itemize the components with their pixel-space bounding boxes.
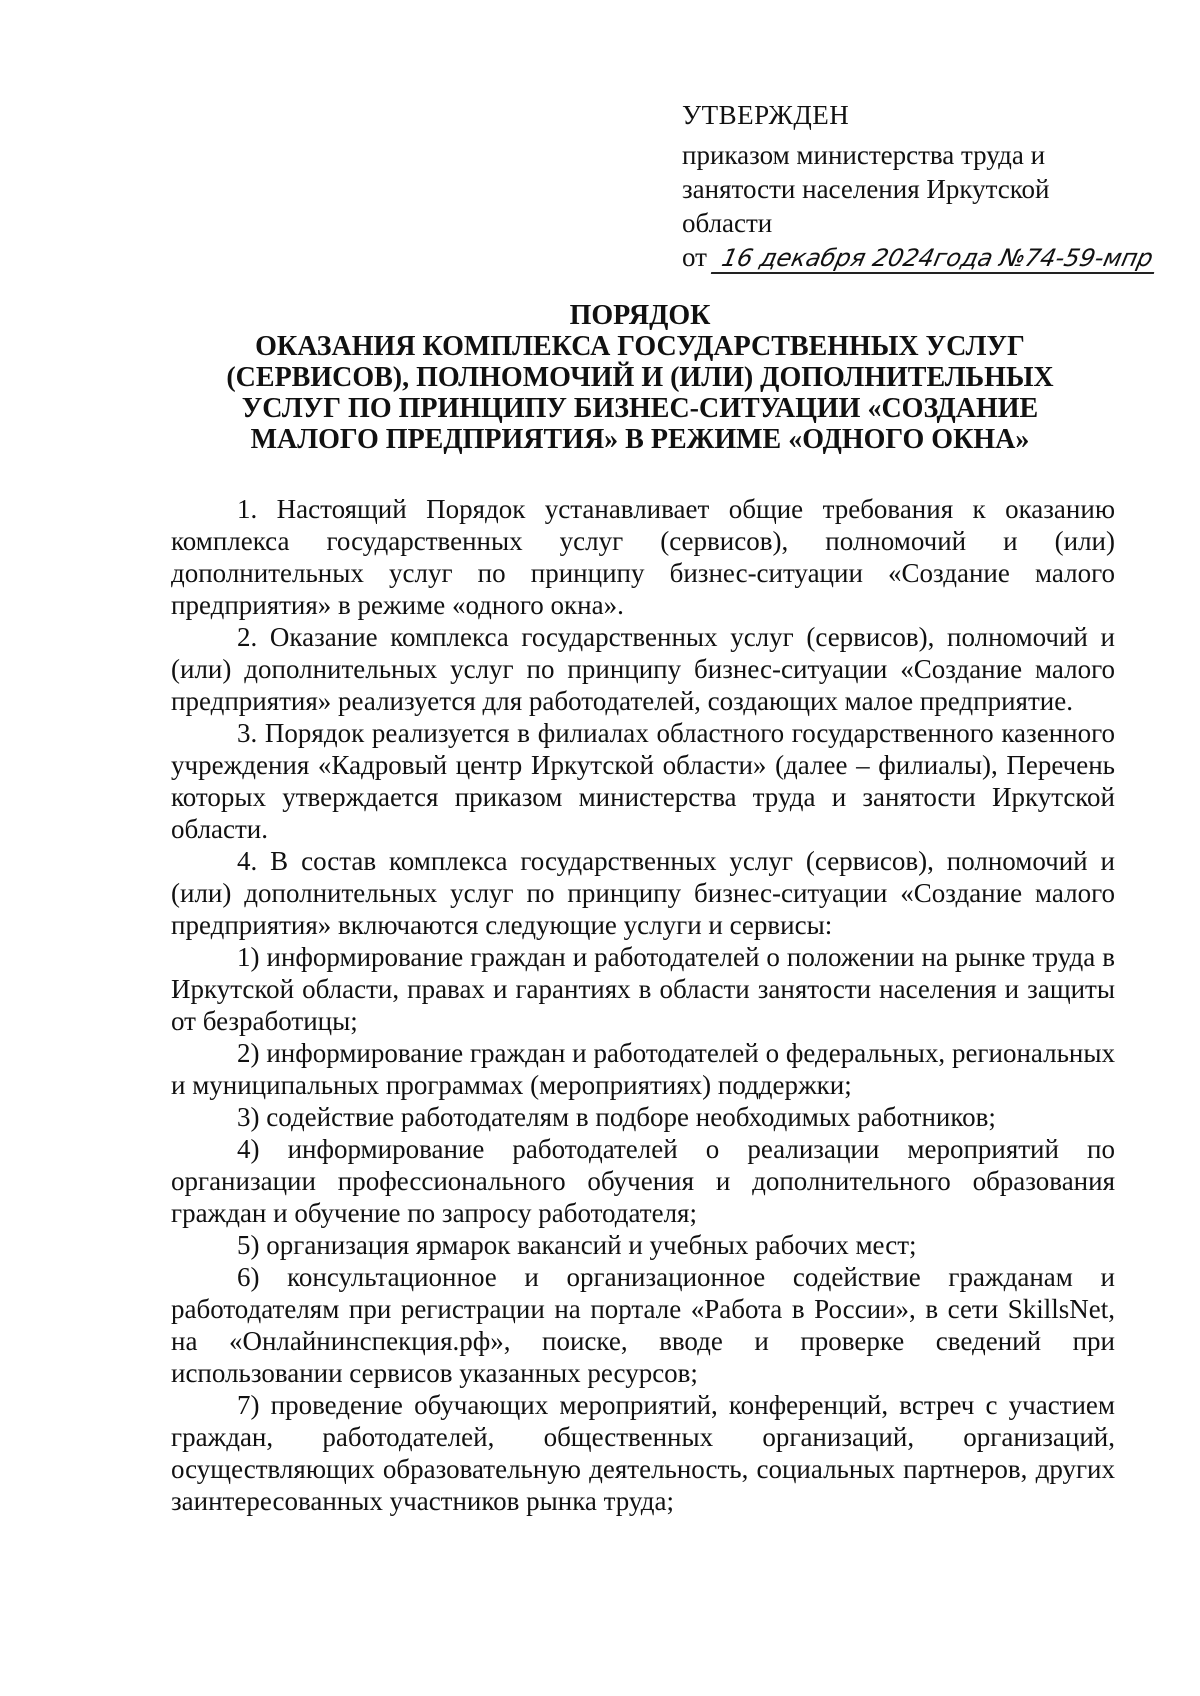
paragraph: 4. В состав комплекса государственных услуг (сервисов), полномочий и (или) дополнительных услуг по принципу бизнес-ситуации «Создание малого предприятия» включаются следующие услуги и сервисы: (171, 846, 1115, 940)
list-item: 4) информирование работодателей о реализации мероприятий по организации профессионального обучения и дополнительного образования граждан и обучение по запросу работодателя; (171, 1134, 1115, 1228)
approval-stamp: УТВЕРЖДЕН (682, 100, 850, 130)
document-title (120, 300, 1160, 455)
list-item: 6) консультационное и организационное содействие гражданам и работодателям при регистрации на портале «Работа в России», в сети SkillsNet, на «Онлайнинспекция.рф», поиске, вводе и проверке сведений при использовании сервисов указанных ресурсов; (171, 1262, 1115, 1388)
title-line: ПОРЯДОК (569, 300, 711, 331)
approval-line: приказом министерства труда и (682, 140, 1046, 170)
list-item: 5) организация ярмарок вакансий и учебных рабочих мест; (237, 1230, 917, 1260)
approval-date-prefix: от (682, 242, 707, 272)
list-item: 7) проведение обучающих мероприятий, конференций, встреч с участием граждан, работодателей, общественных организаций, организаций, осуществляющих образовательную деятельность, социальных партнеров, других заинтересованных участников рынка труда; (171, 1390, 1115, 1516)
approval-line: области (682, 208, 773, 238)
title-line: ОКАЗАНИЯ КОМПЛЕКСА ГОСУДАРСТВЕННЫХ УСЛУГ (255, 331, 1025, 362)
list-item: 1) информирование граждан и работодателей о положении на рынке труда в Иркутской области, правах и гарантиях в области занятости населения и защиты от безработицы; (171, 942, 1115, 1036)
document-body (171, 493, 1115, 1517)
paragraph: 3. Порядок реализуется в филиалах областного государственного казенного учреждения «Кадровый центр Иркутской области» (далее – филиалы), Перечень которых утверждается приказом министерства труда и занятости Иркутской области. (171, 718, 1115, 844)
title-line: (СЕРВИСОВ), ПОЛНОМОЧИЙ И (ИЛИ) ДОПОЛНИТЕЛЬНЫХ (226, 362, 1054, 393)
paragraph: 2. Оказание комплекса государственных услуг (сервисов), полномочий и (или) дополнительных услуг по принципу бизнес-ситуации «Создание малого предприятия» реализуется для работодателей, создающих малое предприятие. (171, 622, 1115, 716)
list-item: 3) содействие работодателям в подборе необходимых работников; (237, 1102, 996, 1132)
approval-date-line (682, 240, 1156, 274)
handwritten-date-number: 16 декабря 2024года №74-59-мпр (711, 244, 1160, 274)
approval-block (682, 98, 1156, 274)
paragraph: 1. Настоящий Порядок устанавливает общие требования к оказанию комплекса государственных услуг (сервисов), полномочий и (или) дополнительных услуг по принципу бизнес-ситуации «Создание малого предприятия» в режиме «одного окна». (171, 494, 1115, 620)
list-item: 2) информирование граждан и работодателей о федеральных, региональных и муниципальных программах (мероприятиях) поддержки; (171, 1038, 1115, 1100)
title-line: МАЛОГО ПРЕДПРИЯТИЯ» В РЕЖИМЕ «ОДНОГО ОКНА» (250, 424, 1030, 455)
title-line: УСЛУГ ПО ПРИНЦИПУ БИЗНЕС-СИТУАЦИИ «СОЗДАНИЕ (241, 393, 1039, 424)
approval-line: занятости населения Иркутской (682, 174, 1050, 204)
